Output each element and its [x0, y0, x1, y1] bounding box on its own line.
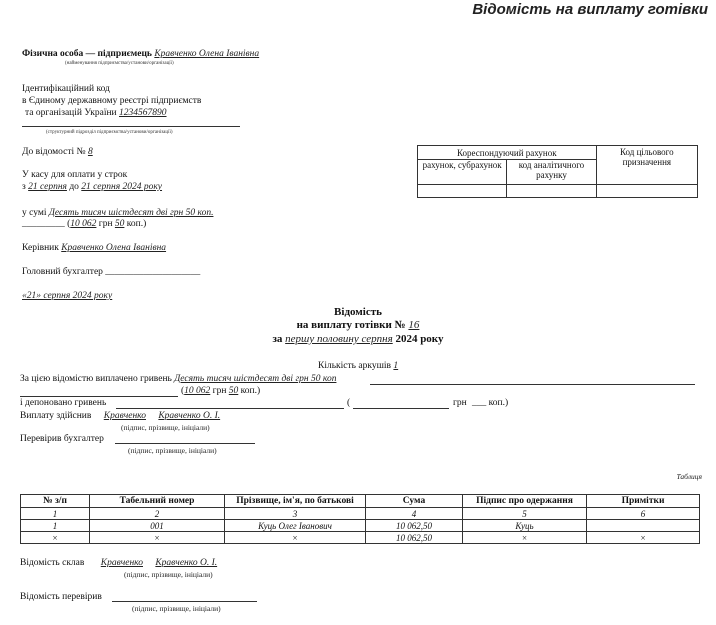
corr-cell-1 [418, 185, 507, 198]
sum-label: у сумі [22, 208, 47, 218]
sum-line [22, 208, 213, 218]
id-code-underline [22, 126, 240, 127]
sum-kop: 50 [114, 219, 125, 229]
doc-title-period: першу половину серпня [285, 333, 393, 345]
period-to: 21 серпня 2024 року [81, 182, 163, 192]
sum-amount-line [22, 219, 146, 229]
table-cell: Куць Олег Іванович [225, 520, 366, 532]
ref-line [22, 147, 93, 157]
deposited-underline [116, 408, 344, 409]
period-from: 21 серпня [28, 182, 67, 192]
deposited-grn-underline [353, 408, 449, 409]
sheets-label: Кількість аркушів [318, 361, 392, 371]
period-label: У касу для оплати у строк [22, 170, 128, 180]
page-header-title: Відомість на виплату готівки [472, 1, 708, 18]
payment-table-header [21, 495, 700, 508]
corr-header: Кореспондуючий рахунок [418, 146, 597, 160]
compiled-by-line [20, 558, 217, 568]
col-number-cell: 4 [366, 508, 463, 520]
table-cell: × [90, 532, 225, 544]
table-cell: × [225, 532, 366, 544]
paid-by-line [20, 411, 220, 421]
document-date: «21» серпня 2024 року [22, 291, 113, 301]
corr-col3: Код цільового призначення [596, 146, 697, 185]
paid-line [20, 374, 336, 384]
th-tab-number: Табельний номер [90, 495, 225, 508]
paid-by-sign: Кравченко [103, 411, 146, 421]
deposited-paren: ( [347, 398, 351, 408]
th-number: № з/п [21, 495, 90, 508]
corr-col2: код аналітичного рахунку [507, 160, 596, 185]
compiled-by-name: Кравченко О. І. [155, 558, 218, 568]
entity-line [22, 49, 259, 59]
paid-label: За цією відомістю виплачено гривень [20, 374, 172, 384]
col-number-cell: 6 [587, 508, 700, 520]
checked-by-underline [115, 443, 255, 444]
table-cell: 10 062,50 [366, 520, 463, 532]
th-sum: Сума [366, 495, 463, 508]
paid-by-caption: (підпис, прізвище, ініціали) [121, 423, 210, 432]
doc-title-line3-prefix: за [272, 333, 283, 345]
accountant-line [22, 267, 200, 277]
doc-title-number: 16 [408, 319, 420, 331]
doc-title-line3 [0, 333, 716, 345]
deposited-grn: грн [453, 398, 467, 408]
sum-open: ( [67, 219, 71, 229]
entity-caption: (найменування підприємства/установи/організації) [65, 61, 174, 66]
paid-kop-label: коп.) [240, 386, 261, 396]
table-cell: × [463, 532, 587, 544]
table-cell: 001 [90, 520, 225, 532]
entity-name: Кравченко Олена Іванівна [154, 49, 260, 59]
table-cell: Куць [463, 520, 587, 532]
doc-title-line3-suffix: 2024 року [395, 333, 444, 345]
table-row [21, 532, 700, 544]
col-number-cell: 2 [90, 508, 225, 520]
sum-blank: _________ [22, 219, 65, 229]
entity-label: Фізична особа — підприємець [22, 49, 152, 59]
id-code-line3 [25, 108, 167, 118]
th-signature: Підпис про одержання [463, 495, 587, 508]
id-code-line3-label: та організацій України [25, 108, 117, 118]
deposited-kop-line [472, 398, 508, 408]
paid-grn: грн [212, 386, 227, 396]
accountant-blank: ____________________ [105, 267, 201, 277]
id-code-line2: в Єдиному державному реєстрі підприємств [22, 96, 202, 106]
th-notes: Примітки [587, 495, 700, 508]
ref-number: 8 [87, 147, 93, 157]
col-number-cell: 3 [225, 508, 366, 520]
sheets-line [318, 361, 398, 371]
doc-title-line2 [0, 319, 716, 331]
verified-by-caption: (підпис, прізвище, ініціали) [132, 604, 221, 613]
compiled-by-caption: (підпис, прізвище, ініціали) [124, 570, 213, 579]
table-cell [587, 520, 700, 532]
col-number-cell: 5 [463, 508, 587, 520]
checked-by-caption: (підпис, прізвище, ініціали) [128, 446, 217, 455]
period-dates [22, 182, 162, 192]
period-to-prefix: до [69, 182, 79, 192]
th-full-name: Прізвище, ім'я, по батькові [225, 495, 366, 508]
paid-by-name: Кравченко О. І. [158, 411, 221, 421]
sum-amount: 10 062 [70, 219, 97, 229]
sheets-value: 1 [393, 361, 399, 371]
paid-amount: 10 062 [184, 386, 211, 396]
id-code-caption: (структурний підрозділ підприємства/установи/організації) [46, 130, 173, 135]
paid-kop: 50 [228, 386, 239, 396]
verified-by-underline [112, 601, 257, 602]
id-code-line1: Ідентифікаційний код [22, 84, 110, 94]
deposited-label: і депоновано гривень [20, 398, 107, 408]
head-person-line [22, 243, 166, 253]
paid-underline [370, 384, 695, 385]
checked-by-label: Перевірив бухгалтер [20, 434, 104, 444]
table-label: Таблиця [676, 472, 702, 481]
paid-amount-line [181, 386, 260, 396]
compiled-by-label: Відомість склав [20, 558, 85, 568]
head-person-name: Кравченко Олена Іванівна [61, 243, 167, 253]
table-row [21, 520, 700, 532]
table-cell: × [587, 532, 700, 544]
payment-table [20, 494, 700, 544]
ref-label: До відомості № [22, 147, 86, 157]
deposited-kop-blank: ___ [472, 398, 487, 408]
corr-cell-2 [507, 185, 596, 198]
sum-words: Десять тисяч шістдесят дві грн 50 коп. [48, 208, 214, 218]
head-person-label: Керівник [22, 243, 59, 253]
period-from-prefix: з [22, 182, 26, 192]
paid-by-label: Виплату здійснив [20, 411, 92, 421]
payment-table-numbers [21, 508, 700, 520]
compiled-by-sign: Кравченко [100, 558, 143, 568]
paid-words: Десять тисяч шістдесят дві грн 50 коп [174, 374, 337, 384]
doc-title-line2-prefix: на виплату готівки № [296, 319, 406, 331]
sum-grn: грн [98, 219, 113, 229]
col-number-cell: 1 [21, 508, 90, 520]
paid-amount-underline [20, 396, 178, 397]
table-cell: 10 062,50 [366, 532, 463, 544]
corr-col1: рахунок, субрахунок [418, 160, 507, 185]
accountant-label: Головний бухгалтер [22, 267, 103, 277]
id-code-value: 1234567890 [119, 108, 167, 118]
sum-kop-label: коп.) [126, 219, 147, 229]
deposited-kop: коп.) [488, 398, 509, 408]
verified-by-label: Відомість перевірив [20, 592, 102, 602]
table-cell: × [21, 532, 90, 544]
correspondence-table [417, 145, 698, 198]
doc-title-line1: Відомість [334, 306, 382, 318]
table-cell: 1 [21, 520, 90, 532]
paid-open: ( [181, 386, 185, 396]
corr-cell-3 [596, 185, 697, 198]
